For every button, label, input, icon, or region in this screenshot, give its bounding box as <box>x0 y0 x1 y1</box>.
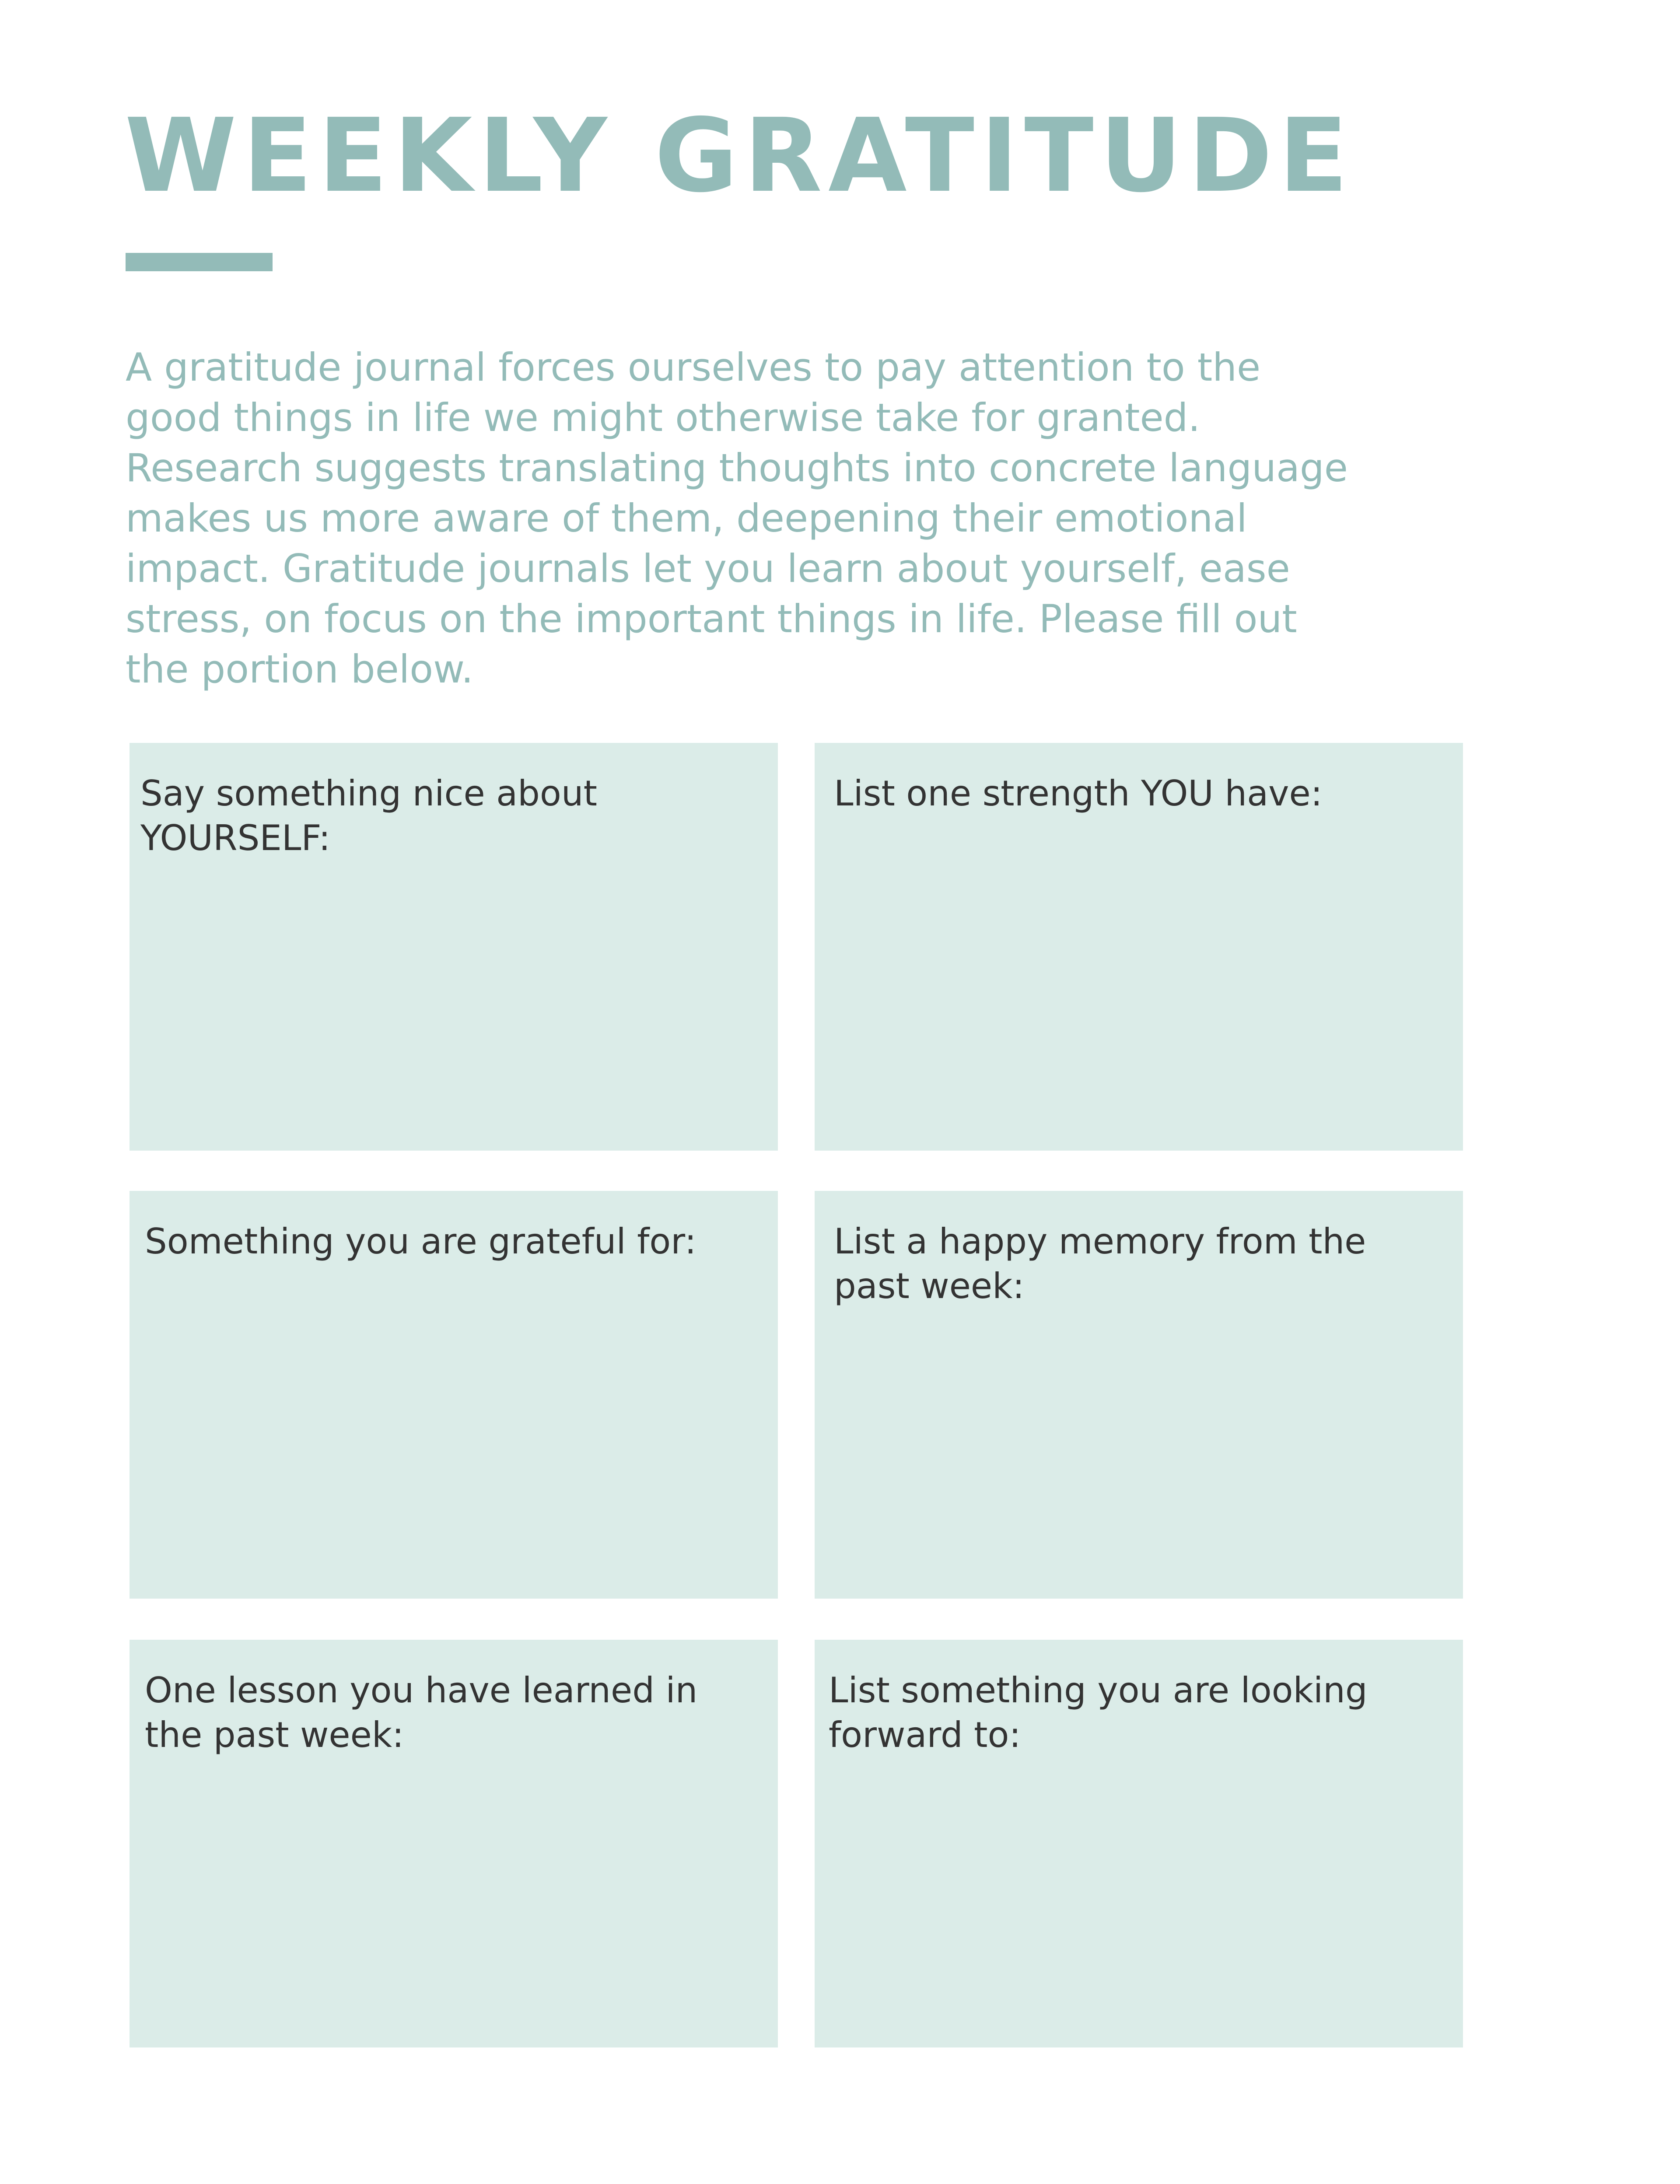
title-underline <box>126 253 273 271</box>
prompt-label: Say something nice about YOURSELF: <box>140 773 597 858</box>
prompt-box-looking-forward[interactable] <box>815 1640 1463 2048</box>
prompt-box-nice-about-yourself[interactable] <box>130 743 778 1151</box>
intro-paragraph: A gratitude journal forces ourselves to pay attention to the good things in life we might otherwise take for granted. Research suggests translating thoughts into concrete language makes us more aware of them, deepening their emotional impact. Gratitude journals let you learn about yourself, ease stress, on focus on the important things in life. Please fill out the portion below. <box>126 345 1348 692</box>
prompt-label: Something you are grateful for: <box>145 1221 696 1262</box>
prompt-box-happy-memory[interactable] <box>815 1191 1463 1599</box>
prompt-label: List a happy memory from the past week: <box>834 1221 1366 1306</box>
prompt-box-lesson-learned[interactable] <box>130 1640 778 2048</box>
page-title: WEEKLY GRATITUDE <box>125 97 1354 215</box>
prompt-label: List one strength YOU have: <box>834 773 1323 814</box>
prompt-box-grateful-for[interactable] <box>130 1191 778 1599</box>
prompt-label: One lesson you have learned in the past week: <box>145 1670 698 1755</box>
prompt-label: List something you are looking forward to: <box>829 1670 1368 1755</box>
prompt-box-one-strength[interactable] <box>815 743 1463 1151</box>
